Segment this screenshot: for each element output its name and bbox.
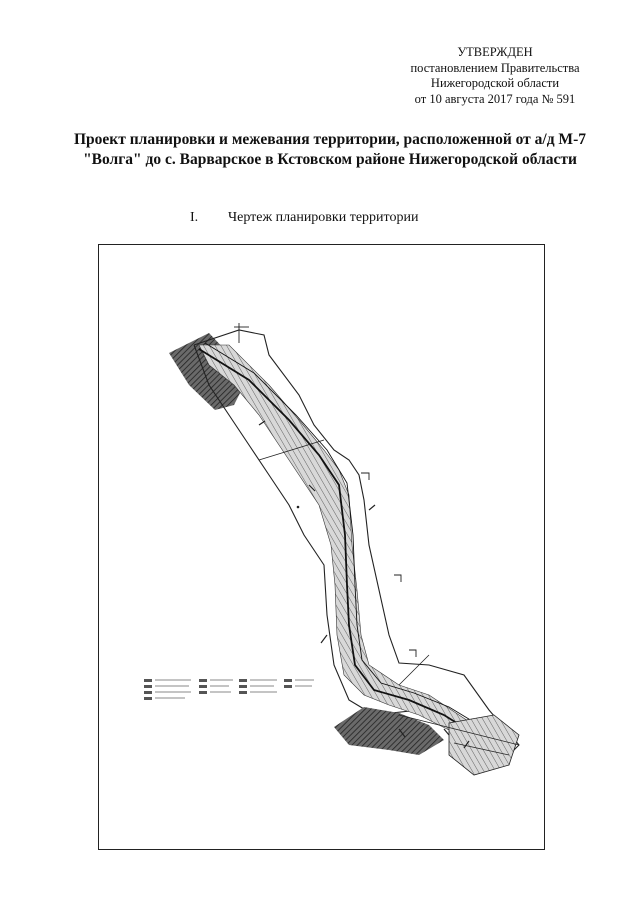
drawing-marks bbox=[259, 421, 469, 748]
section-number: I. bbox=[190, 210, 199, 225]
approval-line-approved: УТВЕРЖДЕН bbox=[457, 45, 533, 59]
approval-line-date: от 10 августа 2017 года № 591 bbox=[414, 91, 576, 106]
approval-line-by-decree: постановлением Правительства bbox=[410, 60, 580, 75]
drawing-legend bbox=[144, 679, 314, 700]
document-title-line-2: "Волга" до с. Варварское в Кстовском районе Нижегородской области bbox=[83, 151, 577, 168]
approval-stamp bbox=[370, 45, 620, 107]
drawing-line bbox=[399, 655, 429, 685]
planning-drawing-frame bbox=[98, 244, 545, 850]
territory-zone-southeast bbox=[449, 715, 519, 775]
planning-drawing bbox=[99, 245, 546, 851]
document-title-line-1: Проект планировки и межевания территории, расположенной от а/д М-7 bbox=[74, 131, 586, 148]
section-heading bbox=[190, 209, 490, 227]
drawing-point bbox=[297, 506, 300, 509]
document-title bbox=[40, 130, 620, 170]
drawing-marker bbox=[409, 650, 416, 657]
drawing-marker bbox=[394, 575, 401, 582]
section-label: Чертеж планировки территории bbox=[228, 210, 419, 225]
approval-line-region: Нижегородской области bbox=[430, 76, 560, 90]
drawing-marker bbox=[361, 473, 369, 480]
